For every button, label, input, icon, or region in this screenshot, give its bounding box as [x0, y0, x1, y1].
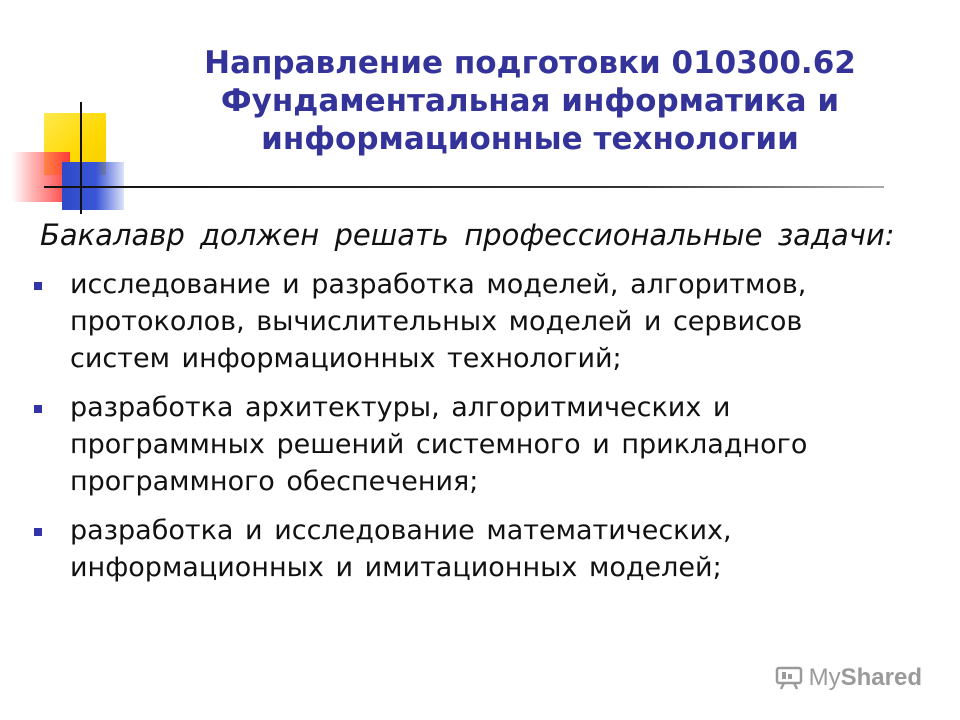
- bullet-line: программных решений системного и прикладного: [70, 429, 808, 460]
- slide-title: [150, 44, 910, 158]
- list-item: [34, 266, 914, 377]
- bullet-square-icon: [34, 282, 42, 290]
- decor-horizontal-line: [44, 186, 884, 188]
- title-line-1: Направление подготовки 010300.62: [204, 45, 856, 81]
- bullet-line: программного обеспечения;: [70, 466, 479, 497]
- list-item: [34, 512, 914, 586]
- presentation-icon: [775, 666, 803, 690]
- intro-text: Бакалавр должен решать профессиональные задачи:: [40, 218, 895, 252]
- watermark-my: My: [808, 664, 841, 691]
- watermark-logo: [775, 664, 922, 692]
- bullet-line: информационных и имитационных моделей;: [70, 552, 722, 583]
- bullet-list: [34, 266, 914, 598]
- title-line-3: информационные технологии: [261, 121, 799, 157]
- list-item: [34, 389, 914, 500]
- title-line-2: Фундаментальная информатика и: [220, 83, 840, 119]
- watermark-shared: Shared: [840, 664, 922, 691]
- bullet-line: систем информационных технологий;: [70, 343, 622, 374]
- bullet-square-icon: [34, 405, 42, 413]
- bullet-square-icon: [34, 528, 42, 536]
- bullet-line: разработка и исследование математических,: [70, 515, 732, 546]
- bullet-line: исследование и разработка моделей, алгоритмов,: [70, 269, 807, 300]
- bullet-line: разработка архитектуры, алгоритмических и: [70, 392, 731, 423]
- decor-vertical-line: [80, 102, 82, 214]
- bullet-line: протоколов, вычислительных моделей и сервисов: [70, 306, 803, 337]
